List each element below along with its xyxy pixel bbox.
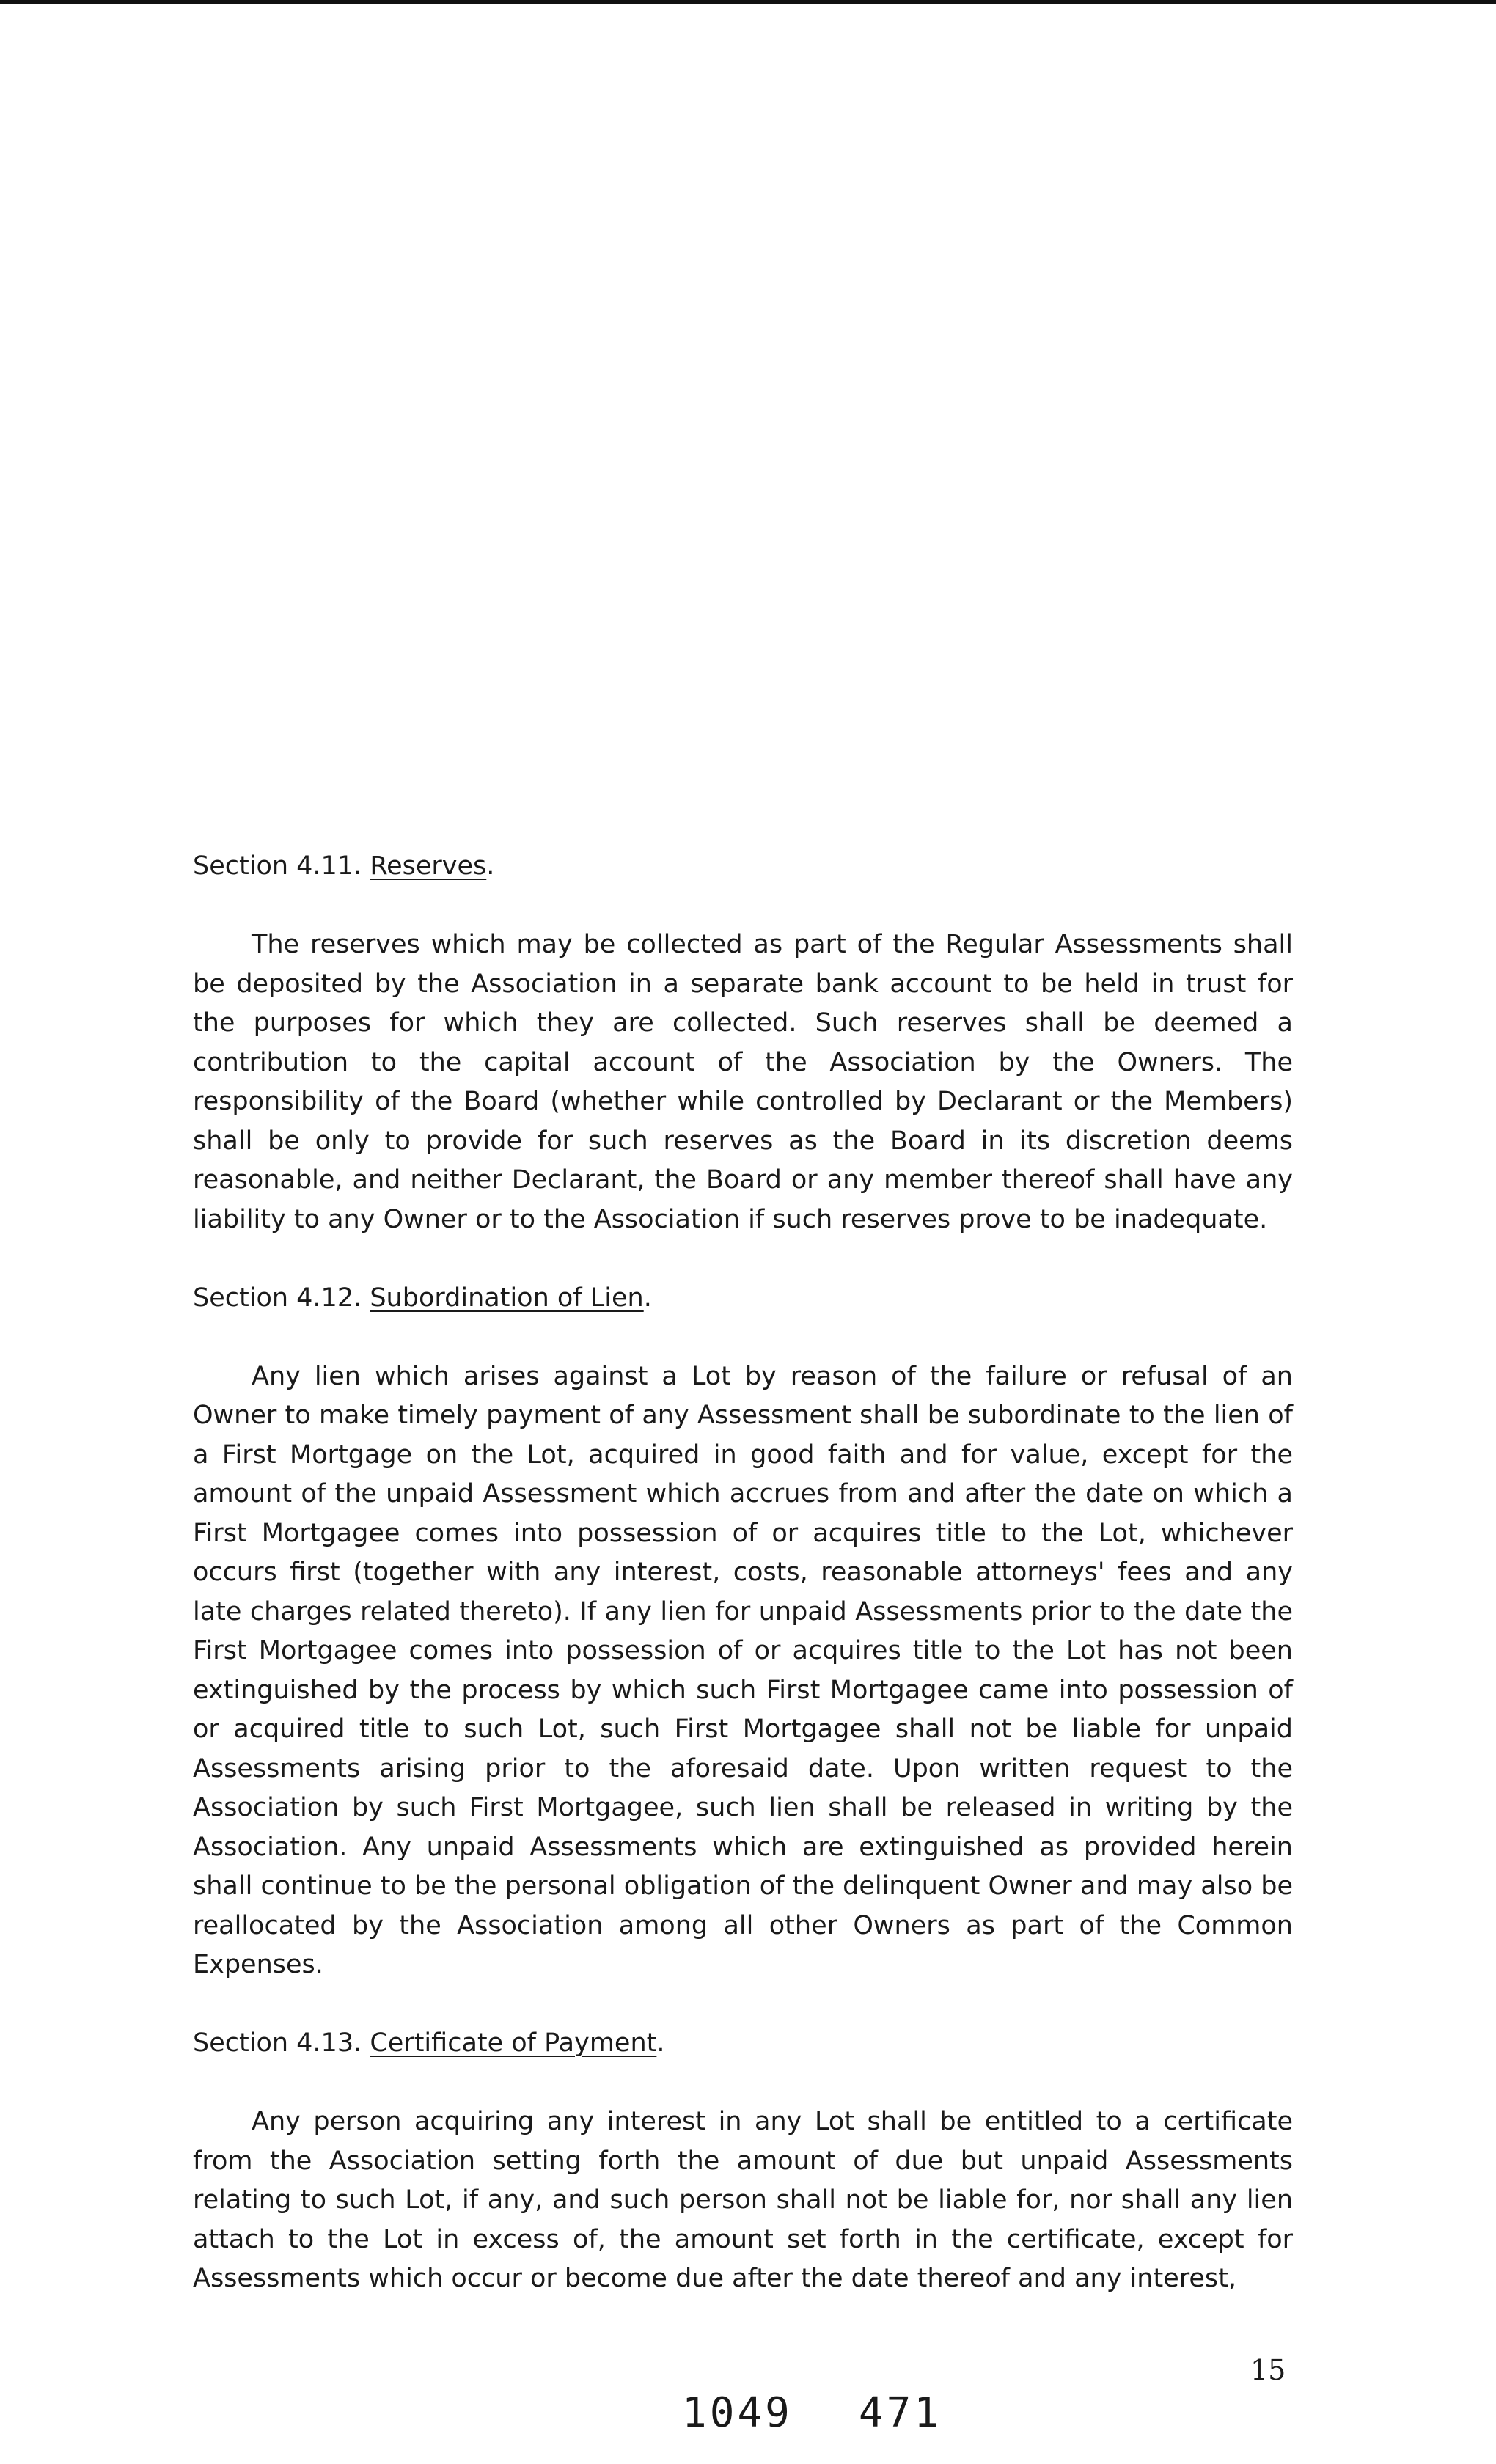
section-4-11-body: The reserves which may be collected as part of the Regular Assessments shall be deposited by the Association in a separate bank account to be held in trust for the purposes for which they are collected. Such reserves shall be deemed a contribution to the capital account of the Association by the Owners. The responsibility of the Board (whether while controlled by Declarant or the Members) shall be only to provide for such reserves as the Board in its discretion deems reasonable, and neither Declarant, the Board or any member thereof shall have any liability to any Owner or to the Association if such reserves prove to be inadequate. [193,930,1293,1234]
recording-page-number: 471 [858,2389,942,2437]
section-4-11-period: . [486,851,495,881]
section-4-11-title: Reserves [370,851,487,881]
section-4-12-period: . [643,1283,652,1313]
section-4-13-number: Section 4.13. [193,2028,370,2058]
section-4-12-body: Any lien which arises against a Lot by reason of the failure or refusal of an Owner to make timely payment of any Assessment shall be subordinate to the lien of a First Mortgage on the Lot, acquired in good faith and for value, except for the amount of the unpaid Assessment which accrues from and after the date on which a First Mortgagee comes into possession of or acquires title to the Lot, whichever occurs first (together with any interest, costs, reasonable attorneys' fees and any late charges related thereto). If any lien for unpaid Assessments prior to the date the First Mortgagee comes into possession of or acquires title to the Lot has not been extinguished by the process by which such First Mortgagee came into possession of or acquired title to such Lot, such First Mortgagee shall not be liable for unpaid Assessments arising prior to the aforesaid date. Upon written request to the Association by such First Mortgagee, such lien shall be released in writing by the Association. Any unpaid Assessments which are extinguished as provided herein shall continue to be the personal obligation of the delinquent Owner and may also be reallocated by the Association among all other Owners as part of the Common Expenses. [193,1361,1293,1979]
section-4-11-number: Section 4.11. [193,851,370,881]
document-body [193,847,1293,2338]
section-4-13-title: Certificate of Payment [370,2028,657,2058]
section-4-12-heading [193,1279,1293,1319]
section-4-12-number: Section 4.12. [193,1283,370,1313]
scan-top-border [0,0,1496,4]
section-4-13-heading [193,2024,1293,2064]
section-4-11-heading [193,847,1293,887]
section-4-13-period: . [656,2028,665,2058]
recording-book-page-stamp [682,2389,942,2437]
page-number: 15 [1250,2354,1286,2386]
recording-book-number: 1049 [682,2389,793,2437]
section-4-13-body: Any person acquiring any interest in any Lot shall be entitled to a certificate from the Association setting forth the amount of due but unpaid Assessments relating to such Lot, if any, and such person shall not be liable for, nor shall any lien attach to the Lot in excess of, the amount set forth in the certificate, except for Assessments which occur or become due after the date thereof and any interest, [193,2107,1293,2293]
section-4-12-title: Subordination of Lien [370,1283,644,1313]
